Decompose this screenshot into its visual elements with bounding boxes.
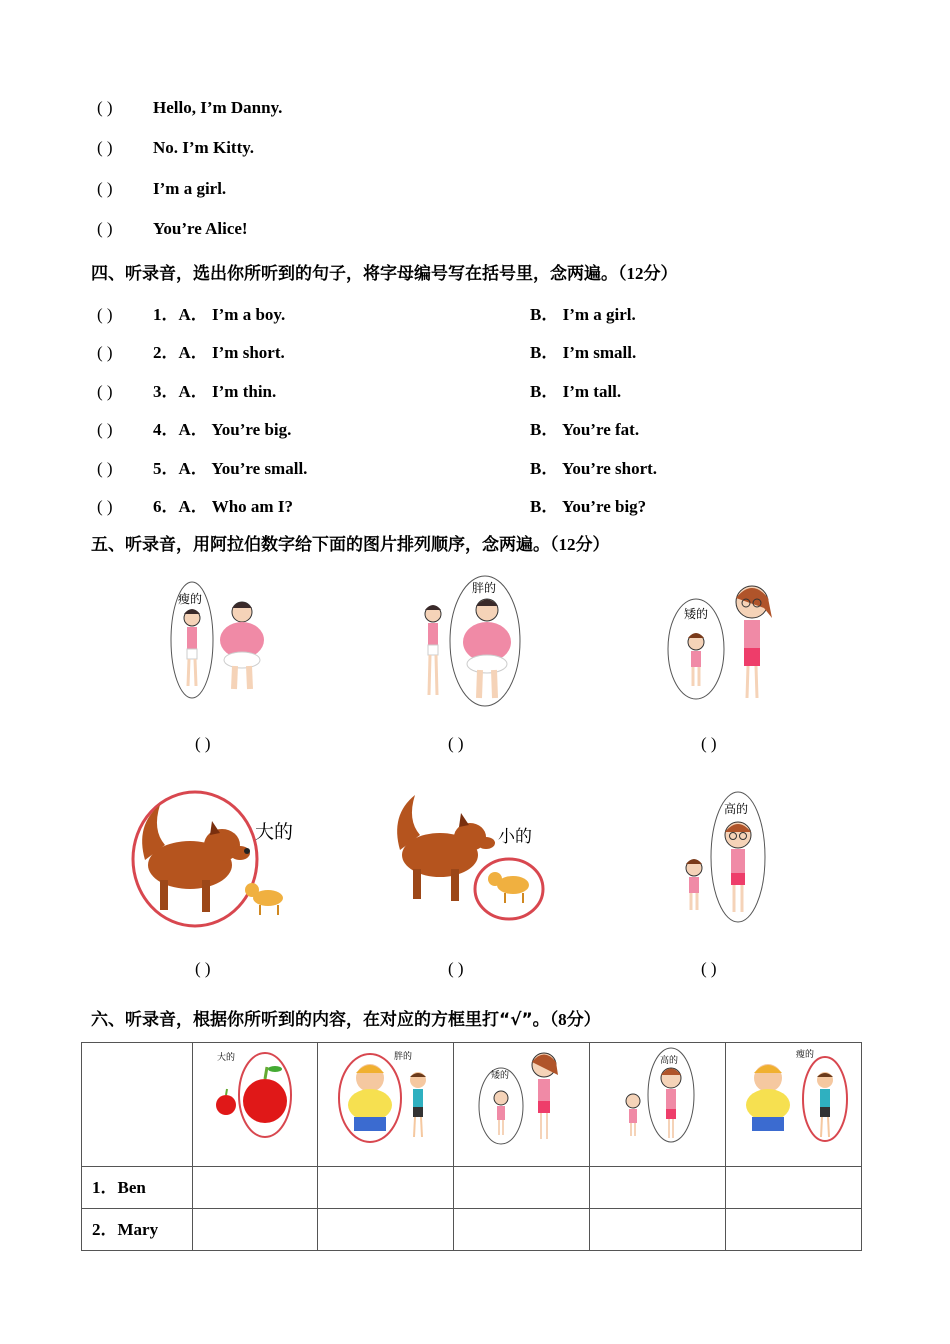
item-text: No. I’m Kitty. [153, 138, 255, 157]
s4-item-5-option-b: B． You’re short. [530, 459, 658, 478]
section4-heading [91, 259, 678, 284]
s3-item-1 [97, 98, 282, 118]
s4-item-4-option-b: B． You’re fat. [530, 420, 640, 439]
s3-item-3 [97, 179, 226, 199]
picture-row [82, 1043, 862, 1167]
answer-paren[interactable]: ( ) [97, 219, 113, 238]
picture-cell-tall [590, 1043, 726, 1167]
s4-item-3-option-b: B． I’m tall. [530, 382, 622, 401]
tall-girl-figure [661, 1068, 681, 1138]
answer-paren[interactable]: ( ) [97, 138, 113, 157]
score: （12分） [550, 535, 610, 554]
s4-item-1-option-b: B． I’m a girl. [530, 305, 636, 324]
order-blank-4[interactable]: ( ) [195, 959, 211, 978]
picture-fat [410, 570, 530, 710]
fat-girl-figure [220, 602, 264, 689]
order-blank-1[interactable]: ( ) [195, 734, 211, 753]
tall-girl-figure [736, 586, 772, 698]
fat-boy-figure [348, 1064, 392, 1131]
order-blank-3[interactable]: ( ) [701, 734, 717, 753]
label-fat: 胖的 [394, 1052, 413, 1062]
check-box[interactable] [454, 1167, 590, 1209]
score: （8分） [549, 1010, 601, 1029]
label-small: 小的 [498, 827, 532, 847]
option-a: 1．A． I’m a boy. [153, 305, 286, 324]
s4-item-3 [97, 377, 276, 402]
picture-cell-big [193, 1043, 318, 1167]
thin-boy-figure [817, 1072, 833, 1137]
s4-item-5 [97, 454, 307, 479]
label-tall: 高的 [724, 802, 749, 816]
big-apple-figure [243, 1066, 287, 1123]
heading-text: 五、听录音，用阿拉伯数字给下面的图片排列顺序，念两遍。 [91, 535, 550, 555]
picture-cell-short [454, 1043, 590, 1167]
check-box[interactable] [193, 1167, 318, 1209]
picture-short [664, 578, 784, 703]
answer-paren[interactable]: ( ) [97, 382, 113, 401]
answer-table [81, 1042, 862, 1251]
label-big: 大的 [255, 821, 294, 843]
picture-tall [674, 790, 774, 925]
check-box[interactable] [590, 1209, 726, 1251]
item-text: I’m a girl. [153, 179, 227, 198]
small-dog-figure [488, 872, 529, 903]
big-dog-figure [142, 805, 250, 912]
order-blank-2[interactable]: ( ) [448, 734, 464, 753]
short-girl-figure [686, 859, 702, 910]
option-a: 6．A． Who am I? [153, 497, 293, 516]
small-dog-figure [245, 883, 283, 915]
table-row [82, 1167, 862, 1209]
check-box[interactable] [318, 1167, 454, 1209]
table-row [82, 1209, 862, 1251]
answer-paren[interactable]: ( ) [97, 343, 113, 362]
label-thin: 瘦的 [178, 592, 203, 606]
check-box[interactable] [193, 1209, 318, 1251]
picture-cell-thin [726, 1043, 862, 1167]
picture-small [385, 785, 550, 930]
s3-item-4 [97, 219, 248, 239]
short-girl-figure [626, 1094, 640, 1136]
thin-boy-figure [410, 1072, 426, 1137]
option-a: 4．A． You’re big. [153, 420, 292, 439]
fat-boy-picture [318, 1043, 453, 1161]
picture-cell-fat [318, 1043, 454, 1167]
s4-item-4 [97, 415, 291, 440]
label-thin: 瘦的 [796, 1050, 815, 1060]
picture-thin [160, 574, 280, 704]
answer-paren[interactable]: ( ) [97, 420, 113, 439]
label-fat: 胖的 [472, 581, 497, 595]
big-dog-figure [397, 795, 495, 901]
corner-cell [82, 1043, 193, 1167]
small-apple-figure [216, 1089, 236, 1115]
heading-text: 四、听录音，选出你所听到的句子，将字母编号写在括号里，念两遍。 [91, 264, 618, 284]
picture-big [130, 785, 305, 930]
option-a: 2．A． I’m short. [153, 343, 285, 362]
tall-girl-picture [590, 1043, 725, 1161]
answer-paren[interactable]: ( ) [97, 497, 113, 516]
s4-item-1 [97, 300, 285, 325]
answer-paren[interactable]: ( ) [97, 305, 113, 324]
answer-paren[interactable]: ( ) [97, 179, 113, 198]
fat-boy-figure [746, 1064, 790, 1131]
short-girl-figure [688, 633, 704, 686]
thin-girl-figure [425, 605, 441, 695]
option-a: 5．A． You’re small. [153, 459, 308, 478]
label-tall: 高的 [660, 1056, 679, 1066]
fat-girl-figure [463, 599, 511, 698]
short-girl-picture [454, 1043, 589, 1161]
order-blank-5[interactable]: ( ) [448, 959, 464, 978]
label-short: 矮的 [684, 607, 709, 621]
item-text: You’re Alice! [153, 219, 248, 238]
item-text: Hello, I’m Danny. [153, 98, 283, 117]
s4-item-6-option-b: B． You’re big? [530, 497, 647, 516]
s4-item-2-option-b: B． I’m small. [530, 343, 637, 362]
check-box[interactable] [454, 1209, 590, 1251]
label-big: 大的 [217, 1053, 236, 1063]
answer-paren[interactable]: ( ) [97, 459, 113, 478]
section6-heading [91, 1005, 601, 1030]
s3-item-2 [97, 138, 254, 158]
section5-heading [91, 530, 610, 555]
check-box[interactable] [318, 1209, 454, 1251]
tall-girl-figure [532, 1053, 558, 1139]
s4-item-2 [97, 338, 285, 363]
check-box[interactable] [590, 1167, 726, 1209]
score: （12分） [618, 264, 678, 283]
row-label-ben: 1．Ben [82, 1167, 193, 1209]
short-girl-figure [494, 1091, 508, 1135]
apples-picture [193, 1043, 317, 1161]
check-box[interactable] [726, 1167, 862, 1209]
heading-text: 六、听录音，根据你所听到的内容，在对应的方框里打“√”。 [91, 1010, 550, 1030]
tall-girl-figure [725, 822, 751, 912]
answer-paren[interactable]: ( ) [97, 98, 113, 117]
order-blank-6[interactable]: ( ) [701, 959, 717, 978]
option-a: 3．A． I’m thin. [153, 382, 277, 401]
check-box[interactable] [726, 1209, 862, 1251]
label-short: 矮的 [491, 1071, 510, 1081]
row-label-mary: 2．Mary [82, 1209, 193, 1251]
thin-girl-figure [184, 609, 200, 686]
s4-item-6 [97, 492, 293, 517]
thin-boy-picture [726, 1043, 861, 1161]
